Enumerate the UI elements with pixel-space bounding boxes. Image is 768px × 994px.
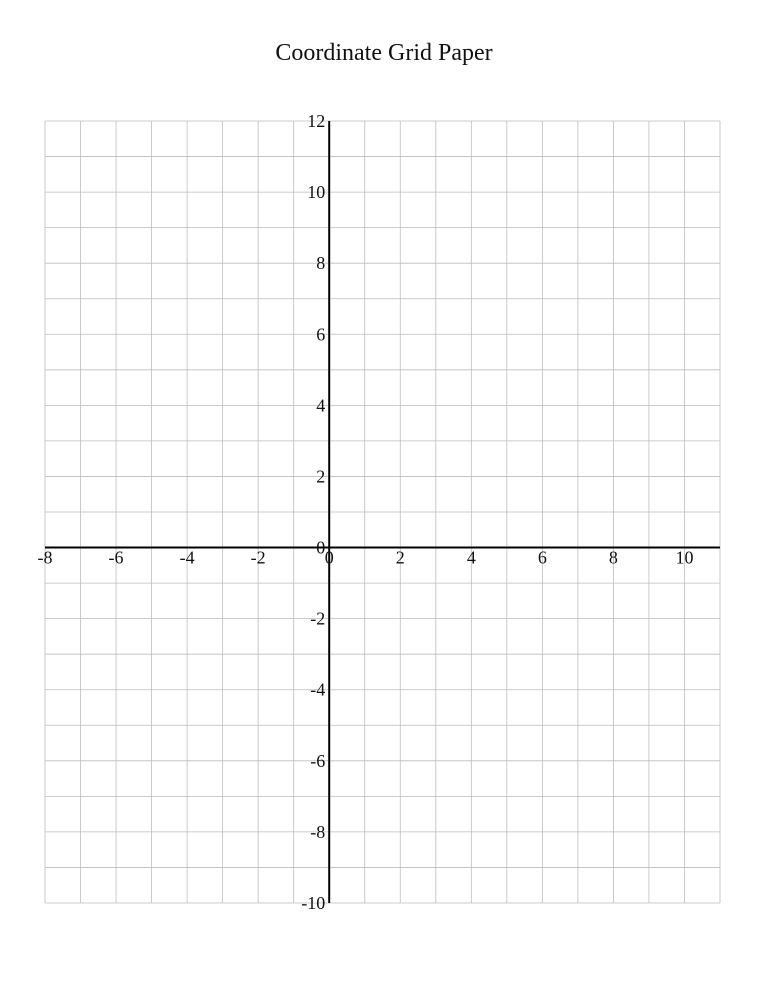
y-tick-label: 0 [316, 537, 326, 558]
y-tick-label: -10 [301, 893, 326, 913]
x-tick-label: 8 [608, 547, 618, 568]
y-tick-label: 10 [307, 182, 326, 203]
y-tick-label: 6 [316, 324, 326, 345]
y-tick-label: -4 [310, 679, 326, 700]
x-tick-labels [38, 548, 694, 568]
grid-lines [45, 121, 720, 903]
y-tick-label: 2 [316, 466, 326, 487]
x-tick-label: 10 [675, 547, 694, 568]
x-tick-label: -6 [108, 547, 124, 568]
y-tick-label: -8 [310, 821, 326, 842]
x-tick-label: 4 [466, 547, 476, 568]
x-tick-label: -8 [37, 547, 53, 568]
page-title: Coordinate Grid Paper [275, 40, 493, 66]
x-tick-label: -2 [250, 547, 266, 568]
x-tick-label: -4 [179, 547, 195, 568]
x-tick-label: 0 [324, 547, 334, 568]
y-tick-label: 8 [316, 253, 326, 274]
x-tick-label: 2 [395, 547, 405, 568]
y-tick-label: 4 [316, 395, 326, 416]
y-tick-label: -2 [310, 608, 326, 629]
y-tick-label: -6 [310, 750, 326, 771]
y-tick-label: 12 [307, 111, 326, 131]
x-tick-label: 6 [537, 547, 547, 568]
